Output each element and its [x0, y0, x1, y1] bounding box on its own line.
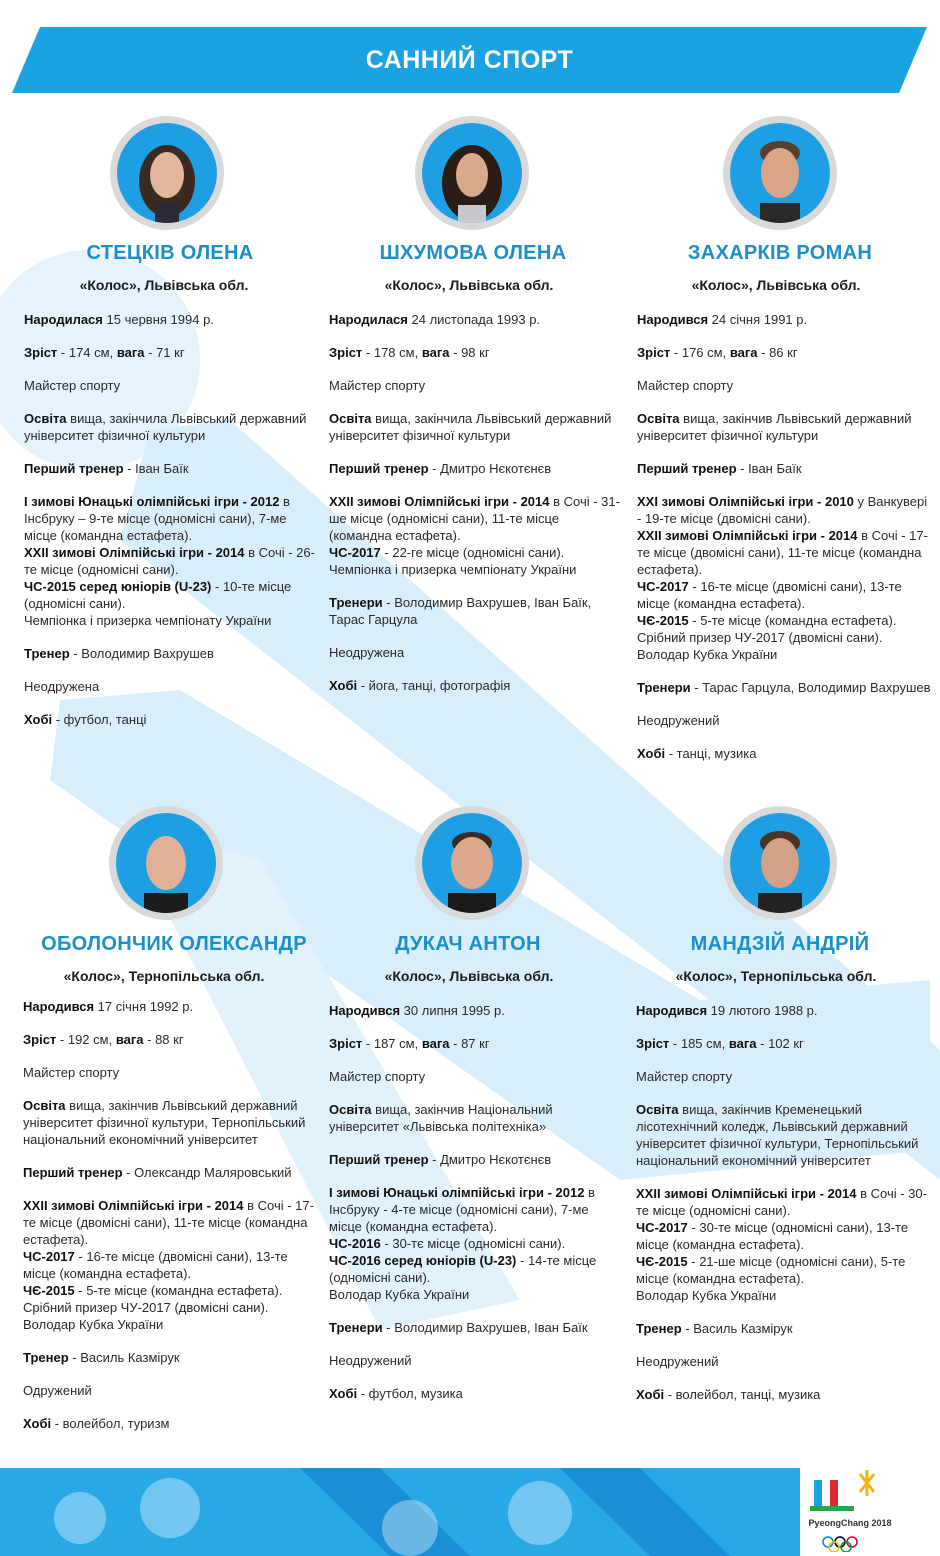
athlete-name: ДУКАЧ АНТОН	[395, 933, 541, 955]
olympic-logo	[800, 1462, 900, 1552]
athlete-bio: Народився 24 січня 1991 р. Зріст - 176 см, вага - 86 кг Майстер спорту Освіта вища, закінчив Львівський державний університет фізичної культури Перший тренер - Іван Баїк XXI зимові Олімпійські ігри - 2010 у Ванкувері - 19-те місце (двомісні сани). XXII зимові Олімпійські ігри - 2014 в Сочі - 17-те місце (двомісні сани), 11-те місце (командна естафета). ЧС-2017 - 16-те місце (двомісні сани), 13-те місце (командна естафета). ЧЄ-2015 - 5-те місце (командна естафета). Срібний призер ЧУ-2017 (двомісні сани). Володар Кубка України Тренери - Тарас Гарцула, Володимир Вахрушев Неодружений Хобі - танці, музика	[637, 312, 931, 761]
athlete-club: «Колос», Тернопільська обл.	[636, 962, 916, 990]
athlete-avatar	[723, 806, 837, 920]
athlete-club: «Колос», Тернопільська обл.	[24, 962, 304, 990]
athlete-avatar	[110, 116, 224, 230]
footer-band	[0, 1468, 940, 1556]
athlete-bio: Народився 30 липня 1995 р. Зріст - 187 см, вага - 87 кг Майстер спорту Освіта вища, закінчив Національний університет «Львівська політехніка» Перший тренер - Дмитро Нєкотєнєв I зимові Юнацькі олімпійські ігри - 2012 в Інсбруку - 4-те місце (одномісні сани), 7-ме місце (командна естафета). ЧС-2016 - 30-тє місце (одномісні сани). ЧС-2016 серед юніорів (U-23) - 14-те місце (одномісні сани). Володар Кубка України Тренери - Володимир Вахрушев, Іван Баїк Неодружений Хобі - футбол, музика	[329, 1003, 597, 1401]
athlete-name: ШХУМОВА ОЛЕНА	[379, 242, 567, 264]
athlete-bio: Народився 17 січня 1992 р. Зріст - 192 см, вага - 88 кг Майстер спорту Освіта вища, закінчив Львівський державний університет фізичної культури, Тернопільський національний економічний університет Перший тренер - Олександр Маляровський XXII зимові Олімпійські ігри - 2014 в Сочі - 17-те місце (двомісні сани), 11-те місце (командна естафета). ЧС-2017 - 16-те місце (двомісні сани), 13-те місце (командна естафета). ЧЄ-2015 - 5-те місце (командна естафета). Срібний призер ЧУ-2017 (двомісні сани). Володар Кубка України Тренер - Василь Казмірук Одружений Хобі - волейбол, туризм	[23, 999, 314, 1431]
portrait-photo	[117, 123, 217, 223]
portrait-photo	[422, 813, 522, 913]
athlete-avatar	[109, 806, 223, 920]
page-title: САННИЙ СПОРТ	[365, 45, 574, 74]
portrait-photo	[730, 123, 830, 223]
athlete-club: «Колос», Львівська обл.	[329, 271, 609, 299]
athlete-name: МАНДЗІЙ АНДРІЙ	[690, 933, 870, 955]
pyeongchang-logo-icon	[800, 1462, 900, 1552]
logo-text: PyeongChang 2018	[808, 1518, 892, 1528]
athlete-avatar	[415, 806, 529, 920]
portrait-photo	[422, 123, 522, 223]
athlete-name: ЗАХАРКІВ РОМАН	[687, 242, 873, 264]
athlete-bio: Народився 19 лютого 1988 р. Зріст - 185 см, вага - 102 кг Майстер спорту Освіта вища, закінчив Кременецький лісотехнічний коледж, Львівський державний університет фізичної культури, Тернопільський національний економічний університет XXII зимові Олімпійські ігри - 2014 в Сочі - 30-те місце (одномісні сани). ЧС-2017 - 30-те місце (одномісні сани), 13-те місце (командна естафета). ЧЄ-2015 - 21-ше місце (одномісні сани), 5-те місце (командна естафета). Володар Кубка України Тренер - Василь Казмірук Неодружений Хобі - волейбол, танці, музика	[636, 1003, 927, 1402]
athlete-name: ОБОЛОНЧИК ОЛЕКСАНДР	[41, 933, 307, 955]
athlete-avatar	[723, 116, 837, 230]
portrait-photo	[116, 813, 216, 913]
athlete-club: «Колос», Львівська обл.	[24, 271, 304, 299]
athlete-bio: Народилася 24 листопада 1993 р. Зріст - 178 см, вага - 98 кг Майстер спорту Освіта вища, закінчила Львівський державний університет фізичної культури Перший тренер - Дмитро Нєкотєнєв XXII зимові Олімпійські ігри - 2014 в Сочі - 31-ше місце (одномісні сани), 11-те місце (командна естафета). ЧС-2017 - 22-ге місце (одномісні сани). Чемпіонка і призерка чемпіонату України Тренери - Володимир Вахрушев, Іван Баїк, Тарас Гарцула Неодружена Хобі - йога, танці, фотографія	[329, 312, 620, 693]
athlete-name: СТЕЦКІВ ОЛЕНА	[86, 242, 254, 264]
athlete-club: «Колос», Львівська обл.	[329, 962, 609, 990]
header-banner	[12, 27, 927, 93]
athlete-bio: Народилася 15 червня 1994 р. Зріст - 174 см, вага - 71 кг Майстер спорту Освіта вища, закінчила Львівський державний університет фізичної культури Перший тренер - Іван Баїк I зимові Юнацькі олімпійські ігри - 2012 в Інсбруку – 9-те місце (одномісні сани), 7-ме місце (командна естафета). XXII зимові Олімпійські ігри - 2014 в Сочі - 26-те місце (одномісні сани). ЧС-2015 серед юніорів (U-23) - 10-те місце (одномісні сани). Чемпіонка і призерка чемпіонату України Тренер - Володимир Вахрушев Неодружена Хобі - футбол, танці	[24, 312, 315, 727]
athlete-club: «Колос», Львівська обл.	[636, 271, 916, 299]
athlete-avatar	[415, 116, 529, 230]
portrait-photo	[730, 813, 830, 913]
